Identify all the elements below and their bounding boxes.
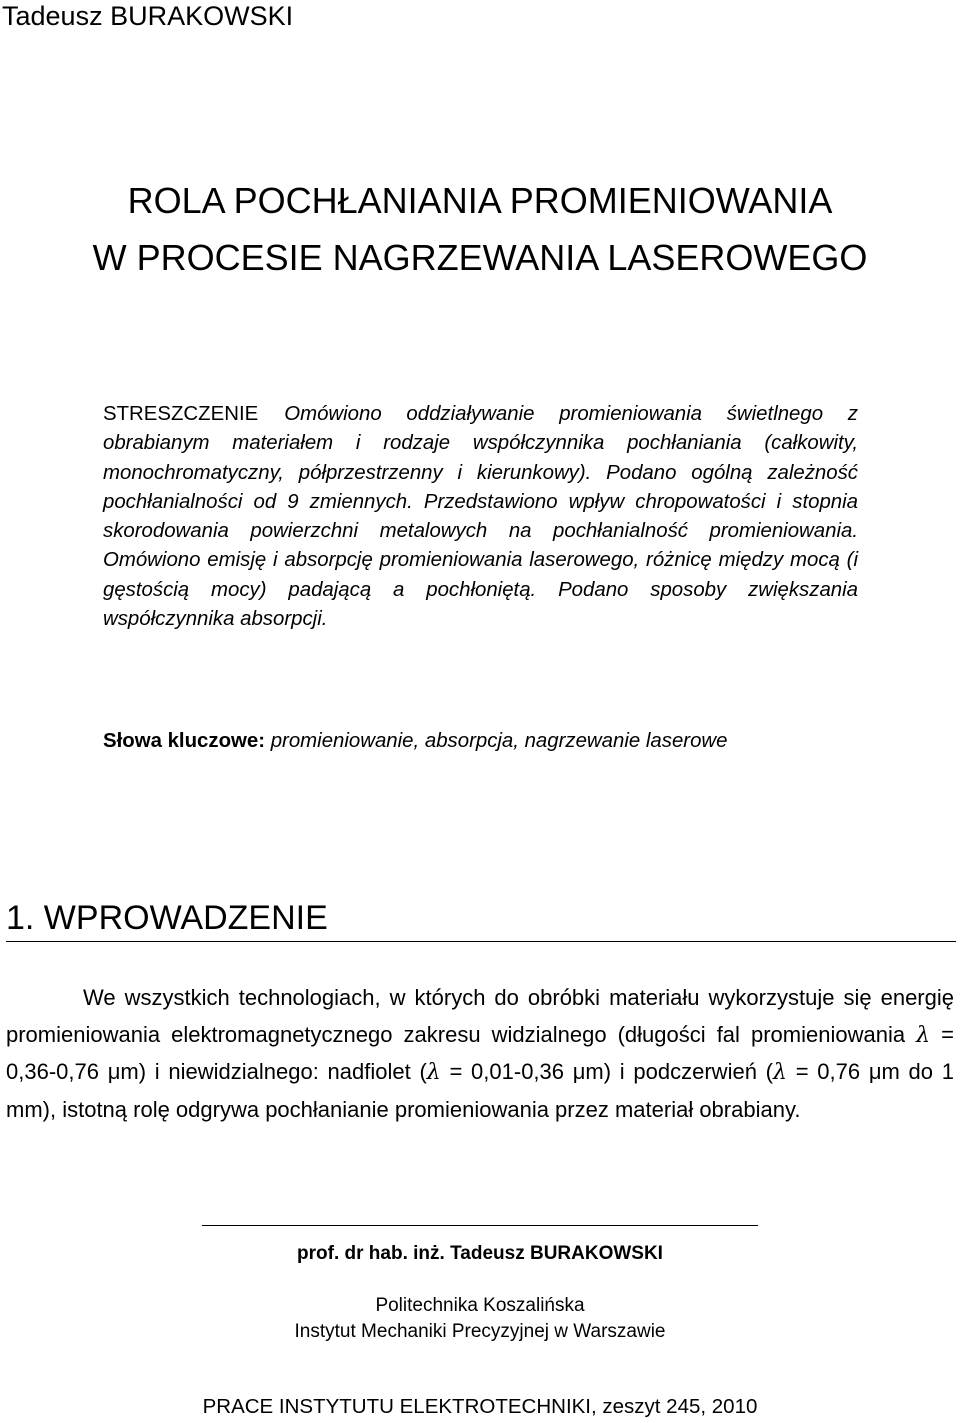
keywords-label: Słowa kluczowe: [103,730,266,752]
running-header-author: Tadeusz BURAKOWSKI [2,1,294,31]
lambda-symbol: λ [426,1060,441,1086]
paragraph-part-3: = 0,01-0,36 μm) i podczerwień ( [449,1059,773,1085]
keywords-values: promieniowanie, absorpcja, nagrzewanie laserowe [270,730,728,752]
footer-affiliation-2: Instytut Mechaniki Precyzyjnej w Warszawie [294,1321,666,1342]
paper-title [0,172,960,286]
paper-title-line-2: W PROCESIE NAGRZEWANIA LASEROWEGO [92,237,868,278]
footer-author: prof. dr hab. inż. Tadeusz BURAKOWSKI [297,1243,663,1264]
abstract [103,400,858,634]
journal-citation: PRACE INSTYTUTU ELEKTROTECHNIKI, zeszyt 245, 2010 [202,1395,758,1418]
paragraph-part-1: We wszystkich technologiach, w których do obróbki materiału wykorzystuje się energię promieniowania elektromagnetycznego zakresu widzialnego (długości fal promieniowania [6,985,954,1047]
section-heading: 1. WPROWADZENIE [6,899,328,937]
abstract-label: STRESZCZENIE [103,403,259,425]
keywords [103,726,903,756]
lambda-symbol: λ [773,1060,787,1086]
abstract-text: Omówiono oddziaływanie promieniowania świetlnego z obrabianym materiałem i rodzaje współczynnika pochłaniania (całkowity, monochromatyczny, półprzestrzenny i kierunkowy). Podano ogólną zależność pochłanialności od 9 zmiennych. Przedstawiono wpływ chropowatości i stopnia skorodowania powierzchni metalowych na pochłanialność promieniowania. Omówiono emisję i absorpcję promieniowania laserowego, różnicę między mocą (i gęstością mocy) padającą a pochłoniętą. Podano sposoby zwiększania współczynnika absorpcji. [103,403,858,631]
lambda-symbol: λ [916,1022,931,1048]
section-divider [6,941,956,942]
paragraph-part-2: = 0,36-0,76 μm) i niewidzialnego: nadfiolet ( [6,1021,954,1085]
paragraph-part-4: = 0,76 μm do 1 mm), istotną rolę odgrywa pochłanianie promieniowania przez materiał obrabiany. [6,1059,954,1122]
section-paragraph [6,980,954,1128]
footer-divider [202,1225,758,1226]
paper-title-line-1: ROLA POCHŁANIANIA PROMIENIOWANIA [127,180,833,221]
footer-affiliation-1: Politechnika Koszalińska [375,1295,585,1316]
